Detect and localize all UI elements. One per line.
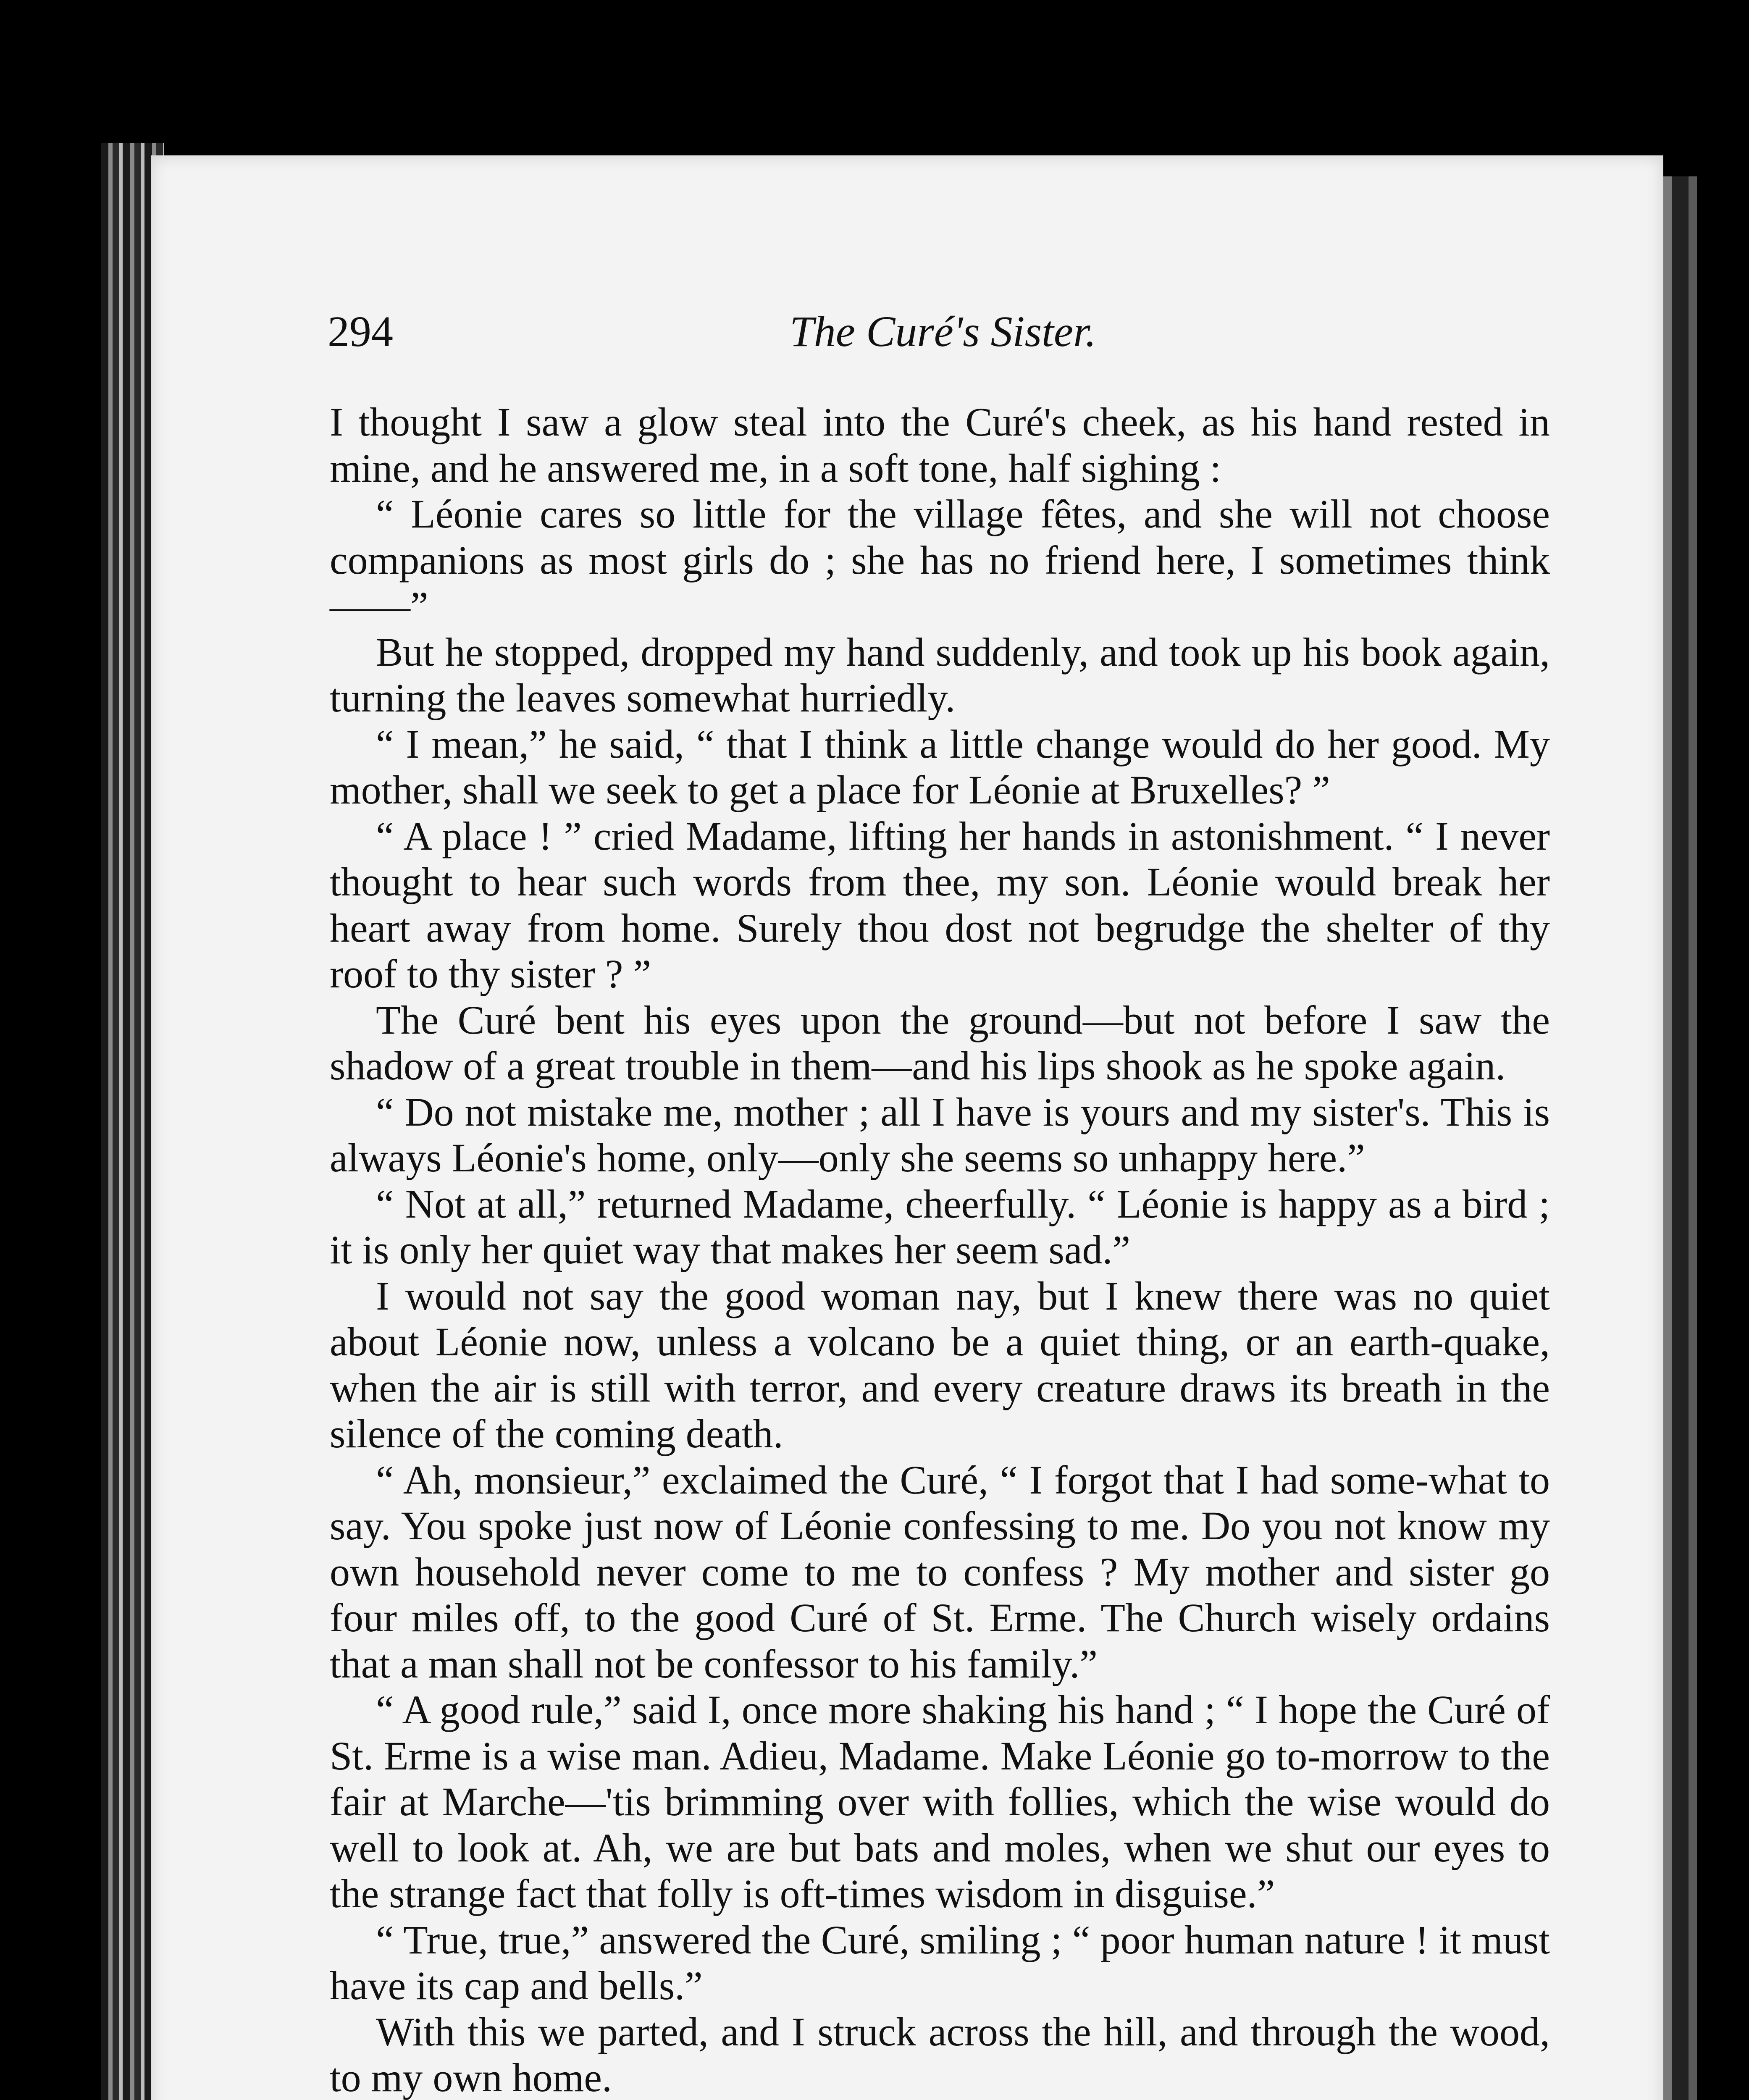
paragraph: With this we parted, and I struck across the hill, and through the wood, to my own home. (330, 2009, 1550, 2100)
paragraph: “ True, true,” answered the Curé, smiling ; “ poor human nature ! it must have its cap and bells.” (330, 1917, 1550, 2008)
paragraph: “ A good rule,” said I, once more shaking his hand ; “ I hope the Curé of St. Erme is a wise man. Adieu, Madame. Make Léonie go to-morrow to the fair at Marche—'tis brimming over with follies, which the wise would do well to look at. Ah, we are but bats and moles, when we shut our eyes to the strange fact that folly is oft-times wisdom in disguise.” (330, 1687, 1550, 1916)
page-number: 294 (328, 307, 393, 356)
paragraph: “ Ah, monsieur,” exclaimed the Curé, “ I forgot that I had some-what to say. You spoke just now of Léonie confessing to me. Do you not know my own household never come to me to confess ? My mother and sister go four miles off, to the good Curé of St. Erme. The Church wisely ordains that a man shall not be confessor to his family.” (330, 1457, 1550, 1686)
facing-page-edge (1663, 176, 1726, 2100)
paragraph: I thought I saw a glow steal into the Curé's cheek, as his hand rested in mine, and he answered me, in a soft tone, half sighing : (330, 399, 1550, 491)
paragraph: “ Not at all,” returned Madame, cheerfully. “ Léonie is happy as a bird ; it is only her quiet way that makes her seem sad.” (330, 1181, 1550, 1272)
running-head: The Curé's Sister. (789, 307, 1097, 356)
paragraph: “ Do not mistake me, mother ; all I have is yours and my sister's. This is always Léonie's home, only—only she seems so unhappy here.” (330, 1089, 1550, 1180)
paragraph: “ Léonie cares so little for the village fêtes, and she will not choose companions as most girls do ; she has no friend here, I sometimes think ——” (330, 491, 1550, 628)
paragraph: “ A place ! ” cried Madame, lifting her hands in astonishment. “ I never thought to hear such words from thee, my son. Léonie would break her heart away from home. Surely thou dost not begrudge the shelter of thy roof to thy sister ? ” (330, 813, 1550, 996)
page-header (328, 307, 1558, 357)
paragraph: “ I mean,” he said, “ that I think a little change would do her good. My mother, shall we seek to get a place for Léonie at Bruxelles? ” (330, 721, 1550, 812)
paragraph: The Curé bent his eyes upon the ground—but not before I saw the shadow of a great trouble in them—and his lips shook as he spoke again. (330, 997, 1550, 1088)
paragraph: But he stopped, dropped my hand suddenly, and took up his book again, turning the leaves somewhat hurriedly. (330, 629, 1550, 720)
paragraph: I would not say the good woman nay, but I knew there was no quiet about Léonie now, unless a volcano be a quiet thing, or an earth-quake, when the air is still with terror, and every creature draws its breath in the silence of the coming death. (330, 1273, 1550, 1456)
body-text (330, 399, 1550, 2100)
